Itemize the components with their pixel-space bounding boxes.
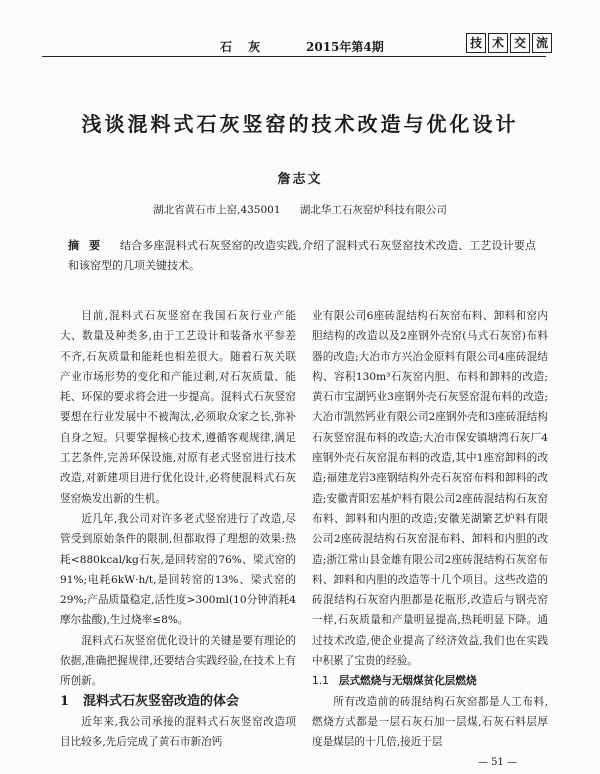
section-badge-char: 技 — [466, 33, 486, 53]
section-badge — [466, 33, 552, 53]
paragraph: 近年来,我公司承接的混料式石灰竖窑改造项目比较多,先后完成了黄石市新冶钙 — [60, 715, 296, 749]
section-badge-char: 术 — [488, 33, 508, 53]
affiliation — [0, 202, 600, 217]
issue-label: 2015年第4期 — [306, 40, 384, 54]
paragraph: 混料式石灰竖窑优化设计的关键是要有理论的依据,准确把握规律,还要结合实践经验,在技术上有所创新。 — [60, 634, 296, 688]
affiliation-org: 湖北华工石灰窑炉科技有限公司 — [299, 204, 447, 216]
paragraph: 业有限公司6座砖混结构石灰窑布料、卸料和窑内胆结构的改造以及2座钢外壳窑(马式石灰窑)布料器的改造;大冶市方兴冶金原料有限公司4座砖混结构、容积130m³石灰窑内胆、布料和卸料的改造;黄石市宝湖钙业3座钢外壳石灰竖窑混布料的改造;大冶市凯然钙业有限公司2座钢外壳和3座砖混结构石灰竖窑混布料的改造;大冶市保安镇塘湾石灰厂4座钢外壳石灰窑混布料的改造,其中1座窑卸料的改造;福建龙岩3座钢结构外壳石灰窑布料和卸料的改造;安徽青阳宏基炉料有限公司2座砖混结构石灰窑布料、卸料和内胆的改造;安徽芜湖繁艺炉料有限公司2座砖混结构石灰窑混布料、卸料和内胆的改造;浙江常山县金雄有限公司2座砖混结构石灰窑布料、卸料和内胆的改造等十几个项目。这些改造的砖混结构石灰窑内胆都是花瓶形,改造后与钢壳窑一样,石灰质量和产量明显提高,热耗明显下降。通过技术改造,使企业提高了经济效益,我们也在实践中积累了宝贵的经验。 — [312, 310, 548, 668]
section-badge-char: 交 — [510, 33, 530, 53]
affiliation-place: 湖北省黄石市上窑,435001 — [153, 204, 281, 216]
section-heading-1 — [60, 692, 296, 712]
section-number: 1 — [60, 693, 70, 709]
paragraph: 目前,混料式石灰竖窑在我国石灰行业产能大、数量及种类多,由于工艺设计和装备水平参差不齐,石灰质量和能耗也相差很大。随着石灰关联产业市场形势的变化和产能过剩,对石灰质量、能耗、环保的要求将会进一步提高。混料式石灰竖窑要想在行业发展中不被淘汰,必须取众家之长,弥补自身之短。只要掌握核心技术,遵循客观规律,满足工艺条件,完善环保设施,对原有老式竖窑进行技术改造,对新建项目进行优化设计,必将使混料式石灰竖窑焕发出新的生机。 — [60, 310, 296, 505]
abstract-text: 结合多座混料式石灰竖窑的改造实践,介绍了混料式石灰竖窑技术改造、工艺设计要点和该窑型的几项关键技术。 — [68, 239, 537, 272]
author-name: 詹志文 — [277, 172, 323, 187]
abstract — [68, 236, 536, 276]
abstract-label: 摘要 — [68, 239, 111, 252]
left-column — [60, 306, 296, 753]
subsection-heading-1-1 — [312, 671, 548, 691]
right-column — [312, 306, 548, 753]
article-title: 浅谈混料式石灰竖窑的技术改造与优化设计 — [81, 112, 519, 136]
header-rule — [42, 56, 546, 57]
journal-name: 石 灰 — [220, 40, 267, 54]
page-number: — 51 — — [478, 757, 518, 768]
subsection-title: 层式燃烧与无烟煤贫化层燃烧 — [338, 675, 477, 688]
page-header — [0, 0, 600, 58]
paragraph: 近几年,我公司对许多老式竖窑进行了改造,尽管受到原始条件的限制,但都取得了理想的效果:热耗<880kcal/kg石灰,是回转窑的76%、梁式窑的91%;电耗6kW·h/t,是回转窑的13%、梁式窑的29%;产品质量稳定,活性度>300ml(10分钟消耗4摩尔盐酸),生过烧率≤8%。 — [60, 512, 296, 627]
subsection-number: 1.1 — [312, 675, 329, 688]
paragraph: 所有改造前的砖混结构石灰窑都是人工布料,燃烧方式都是一层石灰石加一层煤,石灰石料层厚度是煤层的十几倍,接近于层 — [312, 695, 548, 749]
section-title: 混料式石灰竖窑改造的体会 — [83, 693, 240, 709]
section-badge-char: 流 — [532, 33, 552, 53]
